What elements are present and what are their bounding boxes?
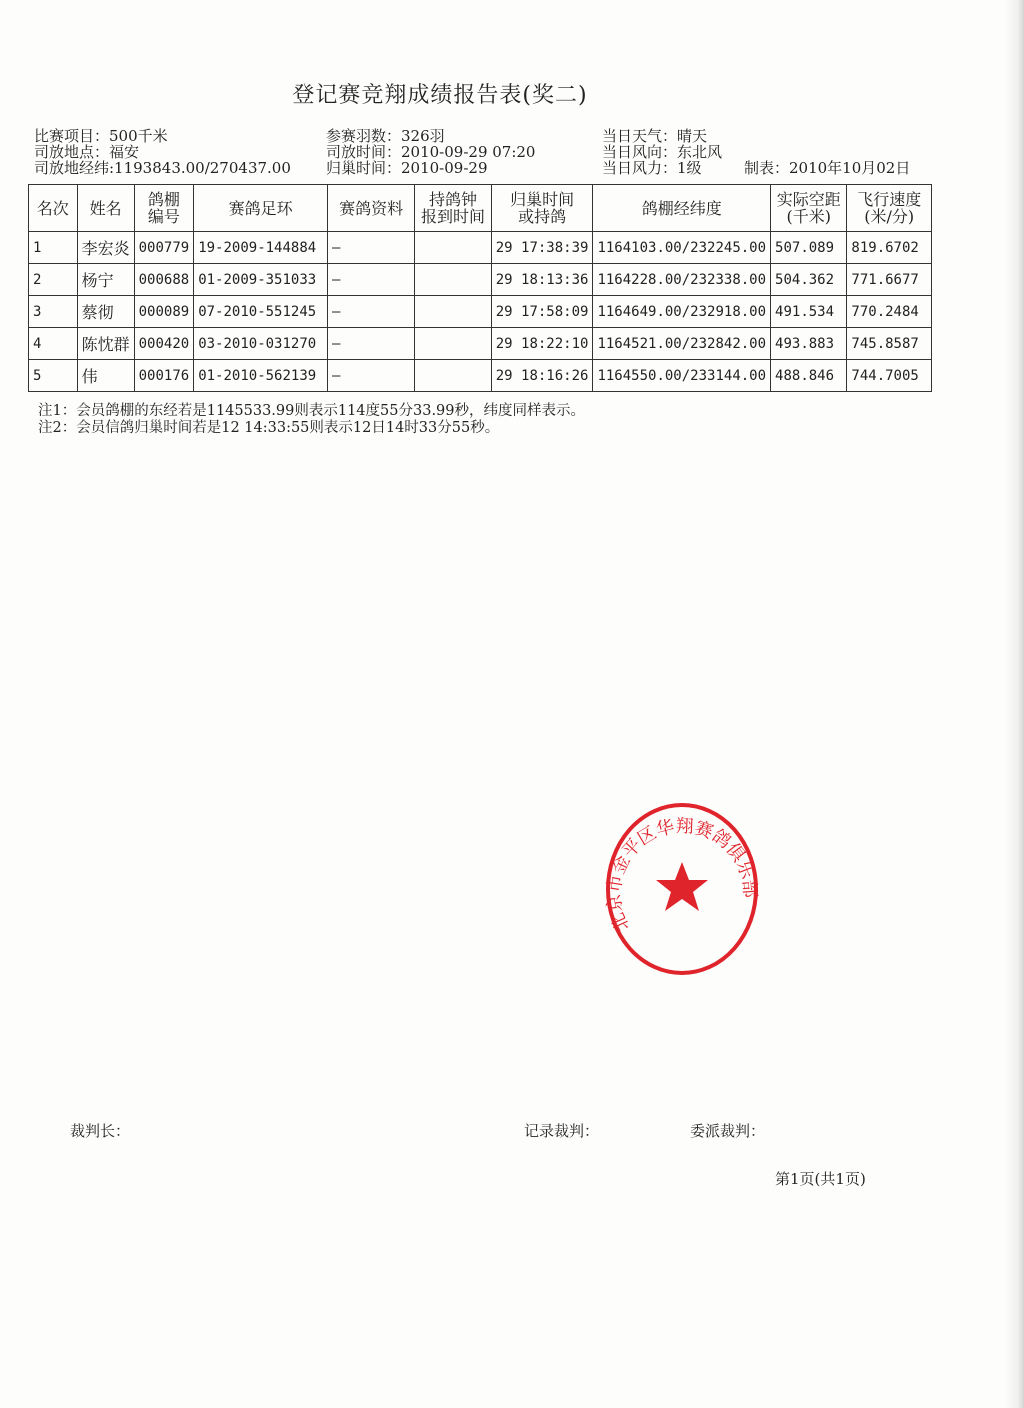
seal-star-icon [656,862,708,911]
cell-distance: 507.089 [771,232,847,264]
cell-rank: 4 [29,328,78,360]
meta-event: 比赛项目：500千米 [34,127,168,145]
cell-clock-time [415,328,491,360]
cell-loft-number: 000420 [134,328,194,360]
cell-speed: 744.7005 [847,360,932,392]
header-ring-number: 赛鸽足环 [194,185,328,232]
cell-name: 蔡彻 [77,296,134,328]
record-judge-label: 记录裁判： [524,1122,600,1140]
cell-arrival-time: 29 17:38:39 [491,232,593,264]
cell-loft-coordinates: 1164228.00/232338.00 [593,264,771,296]
report-title: 登记赛竞翔成绩报告表(奖二) [292,83,588,108]
meta-return-time: 归巢时间：2010-09-29 [326,159,488,177]
cell-speed: 745.8587 [847,328,932,360]
cell-clock-time [415,360,491,392]
cell-rank: 3 [29,296,78,328]
meta-wind-direction: 当日风向：东北风 [602,143,723,161]
cell-pigeon-info: — [327,360,414,392]
header-pigeon-info: 赛鸽资料 [327,185,414,232]
cell-arrival-time: 29 18:16:26 [491,360,593,392]
cell-name: 李宏炎 [77,232,134,264]
results-table [28,184,932,392]
page-number: 第1页(共1页) [775,1170,866,1188]
cell-clock-time [415,264,491,296]
cell-rank: 5 [29,360,78,392]
cell-loft-coordinates: 1164550.00/233144.00 [593,360,771,392]
cell-loft-coordinates: 1164103.00/232245.00 [593,232,771,264]
cell-loft-coordinates: 1164649.00/232918.00 [593,296,771,328]
cell-name: 伟 [77,360,134,392]
meta-column-1 [34,128,291,176]
table-row [29,328,932,360]
note-2: 注2：会员信鸽归巢时间若是12 14:33:55则表示12日14时33分55秒。 [38,420,500,436]
meta-made-date: 制表：2010年10月02日 [744,159,911,177]
cell-loft-number: 000176 [134,360,194,392]
cell-clock-time [415,232,491,264]
assigned-judge-label: 委派裁判： [690,1122,766,1140]
meta-release-coordinates: 司放地经纬:1193843.00/270437.00 [34,159,291,177]
cell-pigeon-info: — [327,328,414,360]
cell-name: 陈忱群 [77,328,134,360]
header-arrival-time: 归巢时间 或持鸽 [491,185,593,232]
cell-loft-coordinates: 1164521.00/232842.00 [593,328,771,360]
header-clock-time: 持鸽钟 报到时间 [415,185,491,232]
cell-pigeon-info: — [327,264,414,296]
meta-weather: 当日天气：晴天 [602,127,708,145]
cell-loft-number: 000688 [134,264,194,296]
meta-column-2 [326,128,535,176]
cell-rank: 2 [29,264,78,296]
meta-column-3 [602,128,722,176]
header-speed: 飞行速度 (米/分) [847,185,932,232]
cell-ring-number: 07-2010-551245 [194,296,328,328]
cell-ring-number: 03-2010-031270 [194,328,328,360]
cell-ring-number: 01-2010-562139 [194,360,328,392]
cell-distance: 491.534 [771,296,847,328]
table-body [29,232,932,392]
table-row [29,360,932,392]
cell-arrival-time: 29 17:58:09 [491,296,593,328]
notes [38,403,585,437]
cell-distance: 493.883 [771,328,847,360]
table-row [29,296,932,328]
meta-release-time: 司放时间：2010-09-29 07:20 [326,143,536,161]
cell-arrival-time: 29 18:22:10 [491,328,593,360]
cell-loft-number: 000779 [134,232,194,264]
cell-speed: 771.6677 [847,264,932,296]
cell-arrival-time: 29 18:13:36 [491,264,593,296]
meta-entry-count: 参赛羽数：326羽 [326,127,445,145]
cell-ring-number: 19-2009-144884 [194,232,328,264]
chief-judge-label: 裁判长： [70,1122,131,1140]
note-1: 注1：会员鸽棚的东经若是1145533.99则表示114度55分33.99秒，纬度同样表示。 [38,403,585,419]
cell-name: 杨宁 [77,264,134,296]
club-seal [603,800,761,978]
cell-ring-number: 01-2009-351033 [194,264,328,296]
header-name: 姓名 [77,185,134,232]
table-header-row [29,185,932,232]
table-row [29,232,932,264]
table-row [29,264,932,296]
cell-distance: 504.362 [771,264,847,296]
header-loft-coordinates: 鸽棚经纬度 [593,185,771,232]
cell-clock-time [415,296,491,328]
cell-rank: 1 [29,232,78,264]
header-distance: 实际空距 (千米) [771,185,847,232]
header-loft-number: 鸽棚 编号 [134,185,194,232]
meta-release-location: 司放地点：福安 [34,143,140,161]
meta-wind-force: 当日风力：1级 [602,159,702,177]
cell-speed: 770.2484 [847,296,932,328]
cell-distance: 488.846 [771,360,847,392]
cell-pigeon-info: — [327,232,414,264]
cell-speed: 819.6702 [847,232,932,264]
cell-loft-number: 000089 [134,296,194,328]
header-rank: 名次 [29,185,78,232]
seal-text-path: 北京市金平区华翔赛鸽俱乐部 [603,815,761,935]
cell-pigeon-info: — [327,296,414,328]
scan-crease-shadow [1004,0,1024,1408]
